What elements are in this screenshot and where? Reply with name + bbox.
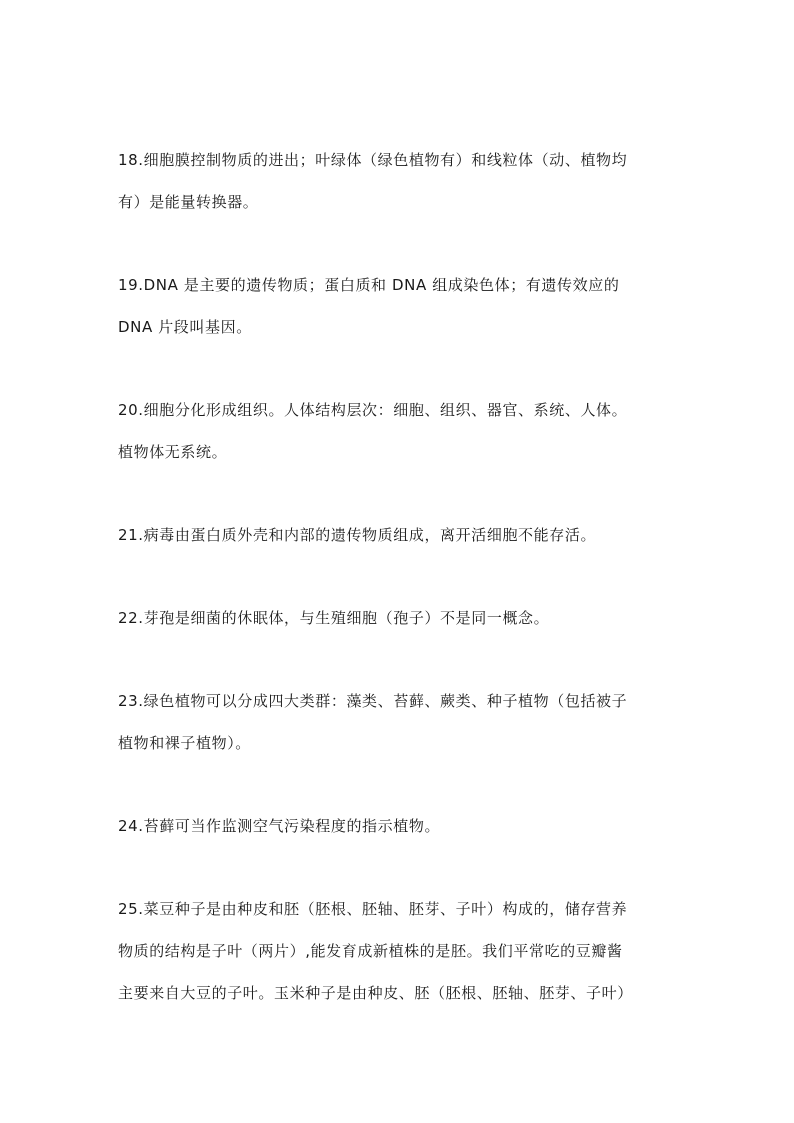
paragraph-18-line-2: 有）是能量转换器。	[118, 193, 259, 211]
paragraph-22-line-1: 22.芽孢是细菌的休眠体，与生殖细胞（孢子）不是同一概念。	[118, 609, 550, 627]
paragraph-25-line-2: 物质的结构是子叶（两片）,能发育成新植株的是胚。我们平常吃的豆瓣酱	[118, 942, 623, 960]
paragraph-19-line-1: 19.DNA 是主要的遗传物质；蛋白质和 DNA 组成染色体；有遗传效应的	[118, 276, 620, 294]
paragraph-23-line-2: 植物和裸子植物）。	[118, 734, 251, 752]
paragraph-23-line-1: 23.绿色植物可以分成四大类群：藻类、苔藓、蕨类、种子植物（包括被子	[118, 692, 628, 710]
paragraph-20-line-1: 20.细胞分化形成组织。人体结构层次：细胞、组织、器官、系统、人体。	[118, 401, 628, 419]
paragraph-21-line-1: 21.病毒由蛋白质外壳和内部的遗传物质组成，离开活细胞不能存活。	[118, 526, 597, 544]
paragraph-19-line-2: DNA 片段叫基因。	[118, 318, 252, 336]
paragraph-18-line-1: 18.细胞膜控制物质的进出；叶绿体（绿色植物有）和线粒体（动、植物均	[118, 151, 628, 169]
paragraph-25-line-1: 25.菜豆种子是由种皮和胚（胚根、胚轴、胚芽、子叶）构成的，储存营养	[118, 900, 628, 918]
paragraph-20-line-2: 植物体无系统。	[118, 443, 228, 461]
paragraph-25-line-3: 主要来自大豆的子叶。玉米种子是由种皮、胚（胚根、胚轴、胚芽、子叶）	[118, 984, 633, 1002]
paragraph-24-line-1: 24.苔藓可当作监测空气污染程度的指示植物。	[118, 817, 441, 835]
